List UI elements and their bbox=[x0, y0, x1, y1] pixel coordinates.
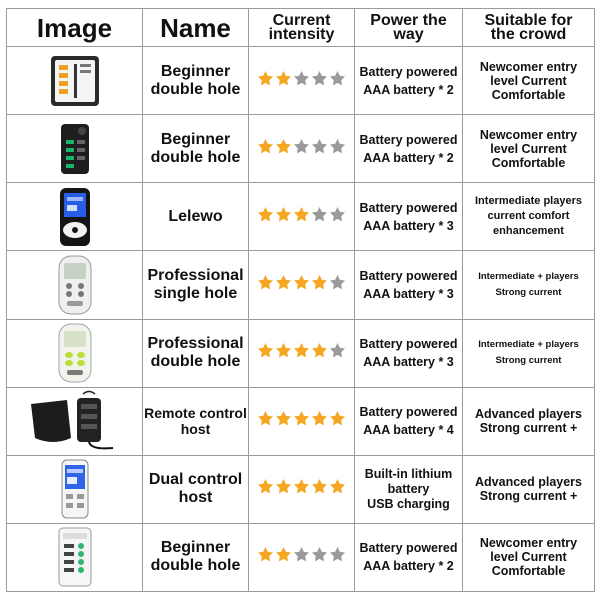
star-filled-icon bbox=[293, 410, 310, 427]
star-filled-icon bbox=[257, 546, 274, 563]
power-method-line: AAA battery * 2 bbox=[363, 559, 454, 574]
product-image-cell bbox=[7, 319, 143, 387]
star-empty-icon bbox=[329, 206, 346, 223]
product-image-cell bbox=[7, 523, 143, 591]
header-intensity-line: Current bbox=[272, 11, 331, 29]
product-name bbox=[143, 387, 249, 455]
star-filled-icon bbox=[329, 410, 346, 427]
power-method-line: Battery powered bbox=[359, 541, 458, 556]
header-intensity-line: intensity bbox=[268, 25, 335, 43]
product-name-line: Beginner bbox=[160, 539, 231, 557]
product-name-line: Professional bbox=[147, 335, 244, 353]
star-empty-icon bbox=[329, 138, 346, 155]
dual-control-host-icon bbox=[7, 458, 142, 520]
product-image-cell bbox=[7, 455, 143, 523]
star-filled-icon bbox=[311, 478, 328, 495]
suitable-crowd bbox=[463, 115, 595, 183]
star-empty-icon bbox=[329, 546, 346, 563]
power-method-line: AAA battery * 4 bbox=[363, 423, 454, 438]
remote-control-host-icon bbox=[7, 390, 142, 452]
power-method bbox=[355, 183, 463, 251]
suitable-crowd-line: Strong current bbox=[495, 286, 562, 298]
suitable-crowd-line: Intermediate + players bbox=[478, 339, 579, 351]
product-name-line: single hole bbox=[153, 284, 238, 302]
green-tens-device-icon bbox=[7, 322, 142, 384]
blue-screen-device-icon bbox=[7, 186, 142, 248]
power-method-line: Battery powered bbox=[359, 337, 458, 352]
suitable-crowd-line: Comfortable bbox=[491, 87, 566, 102]
product-name-line: host bbox=[180, 421, 211, 438]
intensity-rating bbox=[249, 319, 355, 387]
suitable-crowd-line: Newcomer entry bbox=[479, 536, 578, 551]
power-method-line: battery bbox=[387, 481, 430, 496]
intensity-rating bbox=[249, 115, 355, 183]
intensity-rating bbox=[249, 47, 355, 115]
suitable-crowd-line: Intermediate players bbox=[475, 195, 582, 208]
intensity-rating bbox=[249, 523, 355, 591]
star-empty-icon bbox=[293, 70, 310, 87]
suitable-crowd bbox=[463, 47, 595, 115]
product-name bbox=[143, 183, 249, 251]
suitable-crowd bbox=[463, 455, 595, 523]
header-power-line: way bbox=[393, 25, 424, 43]
power-method bbox=[355, 251, 463, 319]
suitable-crowd-line: Newcomer entry bbox=[479, 127, 578, 142]
star-filled-icon bbox=[293, 478, 310, 495]
black-controller-device-icon bbox=[7, 120, 142, 178]
power-method bbox=[355, 387, 463, 455]
product-name-line: Beginner bbox=[160, 62, 231, 80]
star-filled-icon bbox=[329, 478, 346, 495]
suitable-crowd-line: Newcomer entry bbox=[479, 59, 578, 74]
product-name-line: Professional bbox=[147, 266, 244, 284]
product-name-line: host bbox=[178, 489, 213, 507]
power-method-line: Battery powered bbox=[359, 268, 458, 283]
product-name bbox=[143, 523, 249, 591]
product-name-line: double hole bbox=[150, 80, 241, 98]
suitable-crowd-line: Comfortable bbox=[491, 564, 566, 579]
table-row bbox=[7, 319, 595, 387]
suitable-crowd-line: Intermediate + players bbox=[478, 270, 579, 282]
power-method-line: Battery powered bbox=[359, 132, 458, 147]
intensity-rating bbox=[249, 387, 355, 455]
power-method-line: AAA battery * 3 bbox=[363, 286, 454, 301]
star-rating bbox=[257, 206, 346, 223]
star-filled-icon bbox=[311, 410, 328, 427]
suitable-crowd bbox=[463, 183, 595, 251]
star-empty-icon bbox=[329, 274, 346, 291]
table-row bbox=[7, 251, 595, 319]
star-rating bbox=[257, 274, 346, 291]
suitable-crowd-line: Strong current bbox=[495, 355, 562, 367]
suitable-crowd-line: level Current bbox=[490, 141, 567, 156]
suitable-crowd-line: Comfortable bbox=[491, 155, 566, 170]
product-name-line: double hole bbox=[150, 557, 241, 575]
product-name-line: Lelewo bbox=[168, 207, 223, 225]
star-empty-icon bbox=[311, 206, 328, 223]
star-empty-icon bbox=[293, 138, 310, 155]
suitable-crowd bbox=[463, 319, 595, 387]
power-method-line: Battery powered bbox=[359, 405, 458, 420]
header-row bbox=[7, 9, 595, 47]
suitable-crowd-line: level Current bbox=[490, 550, 567, 565]
product-image-cell bbox=[7, 387, 143, 455]
table-row bbox=[7, 387, 595, 455]
star-filled-icon bbox=[257, 138, 274, 155]
star-filled-icon bbox=[257, 206, 274, 223]
star-filled-icon bbox=[293, 206, 310, 223]
suitable-crowd-line: Advanced players bbox=[475, 407, 582, 422]
star-filled-icon bbox=[275, 478, 292, 495]
product-name-line: double hole bbox=[150, 353, 241, 371]
product-image-cell bbox=[7, 115, 143, 183]
product-name bbox=[143, 115, 249, 183]
star-filled-icon bbox=[275, 342, 292, 359]
star-filled-icon bbox=[257, 478, 274, 495]
product-image-cell bbox=[7, 47, 143, 115]
header-power bbox=[355, 9, 463, 47]
header-crowd-line: Suitable for bbox=[484, 11, 573, 29]
star-filled-icon bbox=[257, 342, 274, 359]
table-row bbox=[7, 523, 595, 591]
table-row bbox=[7, 115, 595, 183]
header-crowd bbox=[463, 9, 595, 47]
power-method bbox=[355, 455, 463, 523]
suitable-crowd-line: Strong current + bbox=[479, 489, 578, 504]
power-method-line: USB charging bbox=[367, 496, 450, 511]
star-empty-icon bbox=[329, 342, 346, 359]
product-image-cell bbox=[7, 251, 143, 319]
product-name-line: Dual control bbox=[148, 471, 243, 489]
table-row bbox=[7, 183, 595, 251]
power-method bbox=[355, 47, 463, 115]
star-rating bbox=[257, 478, 346, 495]
white-tens-device-icon bbox=[7, 254, 142, 316]
star-rating bbox=[257, 138, 346, 155]
header-name: Name bbox=[143, 9, 249, 47]
suitable-crowd bbox=[463, 523, 595, 591]
star-filled-icon bbox=[311, 274, 328, 291]
star-empty-icon bbox=[329, 70, 346, 87]
star-filled-icon bbox=[275, 138, 292, 155]
suitable-crowd-line: Strong current + bbox=[479, 421, 578, 436]
suitable-crowd-line: current comfort bbox=[487, 210, 570, 223]
star-filled-icon bbox=[275, 410, 292, 427]
gray-stimulator-device-icon bbox=[7, 52, 142, 110]
star-empty-icon bbox=[311, 546, 328, 563]
star-filled-icon bbox=[293, 274, 310, 291]
star-empty-icon bbox=[311, 70, 328, 87]
suitable-crowd-line: enhancement bbox=[493, 225, 564, 238]
header-power-line: Power the bbox=[370, 11, 447, 29]
header-image: Image bbox=[7, 9, 143, 47]
star-filled-icon bbox=[311, 342, 328, 359]
product-name bbox=[143, 251, 249, 319]
power-method-line: AAA battery * 3 bbox=[363, 218, 454, 233]
star-filled-icon bbox=[257, 274, 274, 291]
product-name-line: Beginner bbox=[160, 130, 231, 148]
star-filled-icon bbox=[275, 206, 292, 223]
star-rating bbox=[257, 410, 346, 427]
suitable-crowd bbox=[463, 387, 595, 455]
product-name-line: double hole bbox=[150, 148, 241, 166]
intensity-rating bbox=[249, 455, 355, 523]
header-crowd-line: the crowd bbox=[490, 25, 567, 43]
product-name-line: Remote control bbox=[144, 405, 247, 422]
star-empty-icon bbox=[293, 546, 310, 563]
star-filled-icon bbox=[257, 70, 274, 87]
star-rating bbox=[257, 546, 346, 563]
star-rating bbox=[257, 342, 346, 359]
power-method-line: Built-in lithium bbox=[364, 466, 453, 481]
intensity-rating bbox=[249, 251, 355, 319]
product-name bbox=[143, 47, 249, 115]
product-name bbox=[143, 455, 249, 523]
star-filled-icon bbox=[257, 410, 274, 427]
power-method-line: Battery powered bbox=[359, 200, 458, 215]
product-name bbox=[143, 319, 249, 387]
intensity-rating bbox=[249, 183, 355, 251]
power-method bbox=[355, 319, 463, 387]
table-row bbox=[7, 47, 595, 115]
power-method-line: Battery powered bbox=[359, 64, 458, 79]
white-controller-device-icon bbox=[7, 526, 142, 588]
suitable-crowd-line: Advanced players bbox=[475, 475, 582, 490]
power-method-line: AAA battery * 3 bbox=[363, 355, 454, 370]
star-filled-icon bbox=[275, 274, 292, 291]
star-filled-icon bbox=[293, 342, 310, 359]
power-method bbox=[355, 115, 463, 183]
product-image-cell bbox=[7, 183, 143, 251]
comparison-table bbox=[6, 8, 595, 592]
suitable-crowd-line: level Current bbox=[490, 73, 567, 88]
star-rating bbox=[257, 70, 346, 87]
table-row bbox=[7, 455, 595, 523]
power-method bbox=[355, 523, 463, 591]
suitable-crowd bbox=[463, 251, 595, 319]
power-method-line: AAA battery * 2 bbox=[363, 82, 454, 97]
header-intensity bbox=[249, 9, 355, 47]
power-method-line: AAA battery * 2 bbox=[363, 150, 454, 165]
star-filled-icon bbox=[275, 546, 292, 563]
star-empty-icon bbox=[311, 138, 328, 155]
star-filled-icon bbox=[275, 70, 292, 87]
